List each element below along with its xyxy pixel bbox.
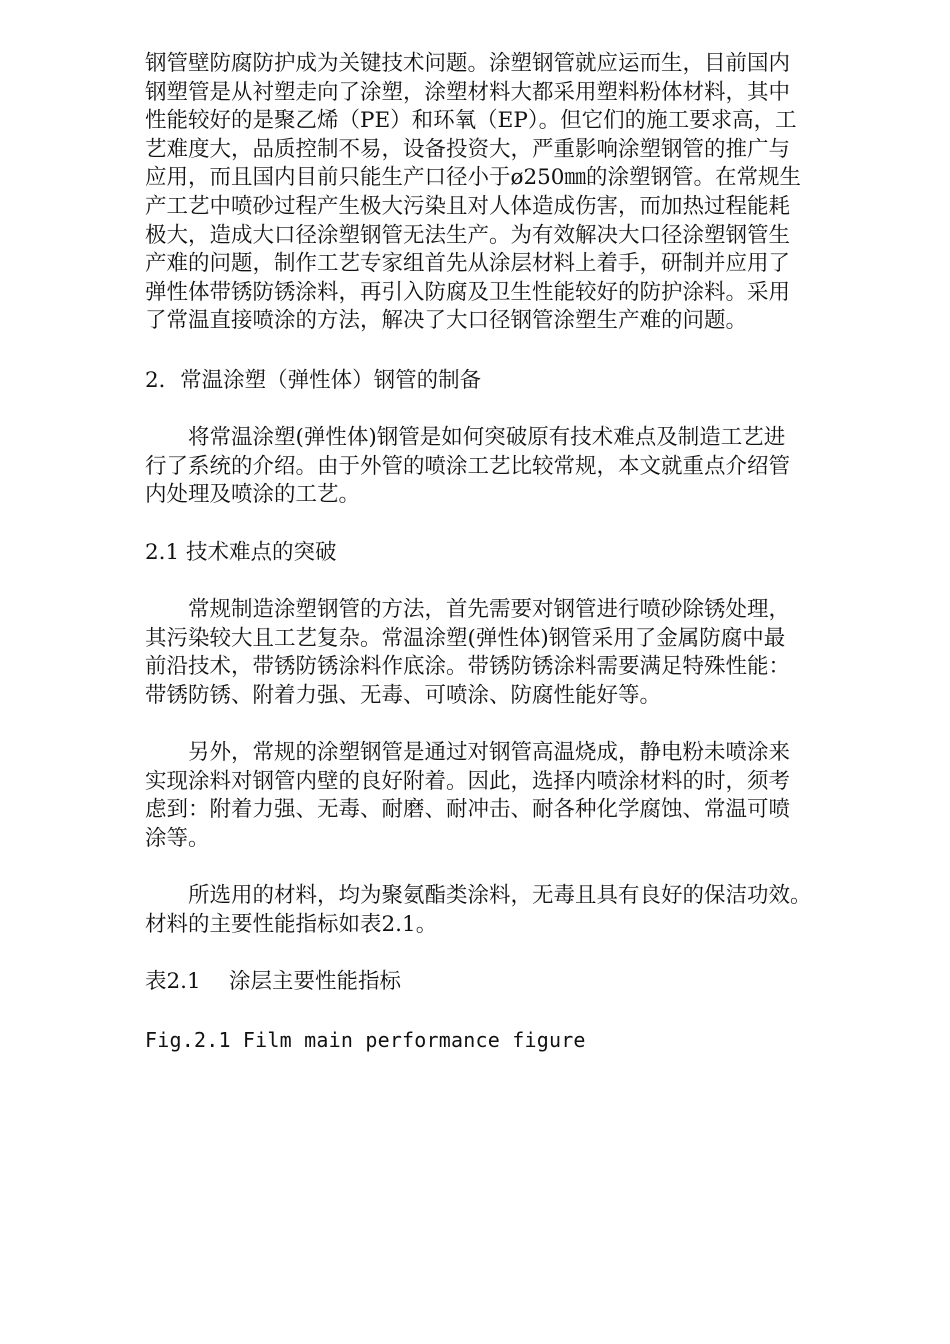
table-caption-english: Fig.2.1 Film main performance figure — [145, 1028, 586, 1052]
section-2-paragraph: 将常温涂塑(弹性体)钢管是如何突破原有技术难点及制造工艺进 行了系统的介绍。由于外管的喷涂工艺比较常规，本文就重点介绍管 内处理及喷涂的工艺。 — [145, 425, 791, 508]
section-heading-2-1: 2.1 技术难点的突破 — [145, 540, 337, 565]
intro-paragraph: 钢管壁防腐防护成为关键技术问题。涂塑钢管就应运而生，目前国内 钢塑管是从衬塑走向了涂塑，涂塑材料大都采用塑料粉体材料，其中 性能较好的是聚乙烯（PE）和环氧（EP）。但它们的施工要求高，工 艺难度大，品质控制不易，设备投资大，严重影响涂塑钢管的推广与 应用，而且国内目前只能生产口径小于ø250㎜的涂塑钢管。在常规生 产工艺中喷砂过程产生极大污染且对人体造成伤害，而加热过程能耗 极大，造成大口径涂塑钢管无法生产。为有效解决大口径涂塑钢管生 产难的问题，制作工艺专家组首先从涂层材料上着手，研制并应用了 弹性体带锈防锈涂料，再引入防腐及卫生性能较好的防护涂料。采用 了常温直接喷涂的方法，解决了大口径钢管涂塑生产难的问题。 — [145, 51, 801, 334]
section-2-1-paragraph-a: 常规制造涂塑钢管的方法，首先需要对钢管进行喷砂除锈处理， 其污染较大且工艺复杂。常温涂塑(弹性体)钢管采用了金属防腐中最 前沿技术，带锈防锈涂料作底涂。带锈防锈涂料需要满足特殊性能： 带锈防锈、附着力强、无毒、可喷涂、防腐性能好等。 — [145, 597, 791, 708]
table-caption-chinese: 表2.1 涂层主要性能指标 — [145, 969, 402, 994]
section-heading-2: 2．常温涂塑（弹性体）钢管的制备 — [145, 368, 482, 393]
section-2-1-paragraph-c: 所选用的材料，均为聚氨酯类涂料，无毒且具有良好的保洁功效。 材料的主要性能指标如表2.1。 — [145, 883, 812, 937]
section-2-1-paragraph-b: 另外，常规的涂塑钢管是通过对钢管高温烧成，静电粉未喷涂来 实现涂料对钢管内壁的良好附着。因此，选择内喷涂材料的时，须考 虑到：附着力强、无毒、耐磨、耐冲击、耐各种化学腐蚀、常温可喷 涂等。 — [145, 740, 791, 851]
